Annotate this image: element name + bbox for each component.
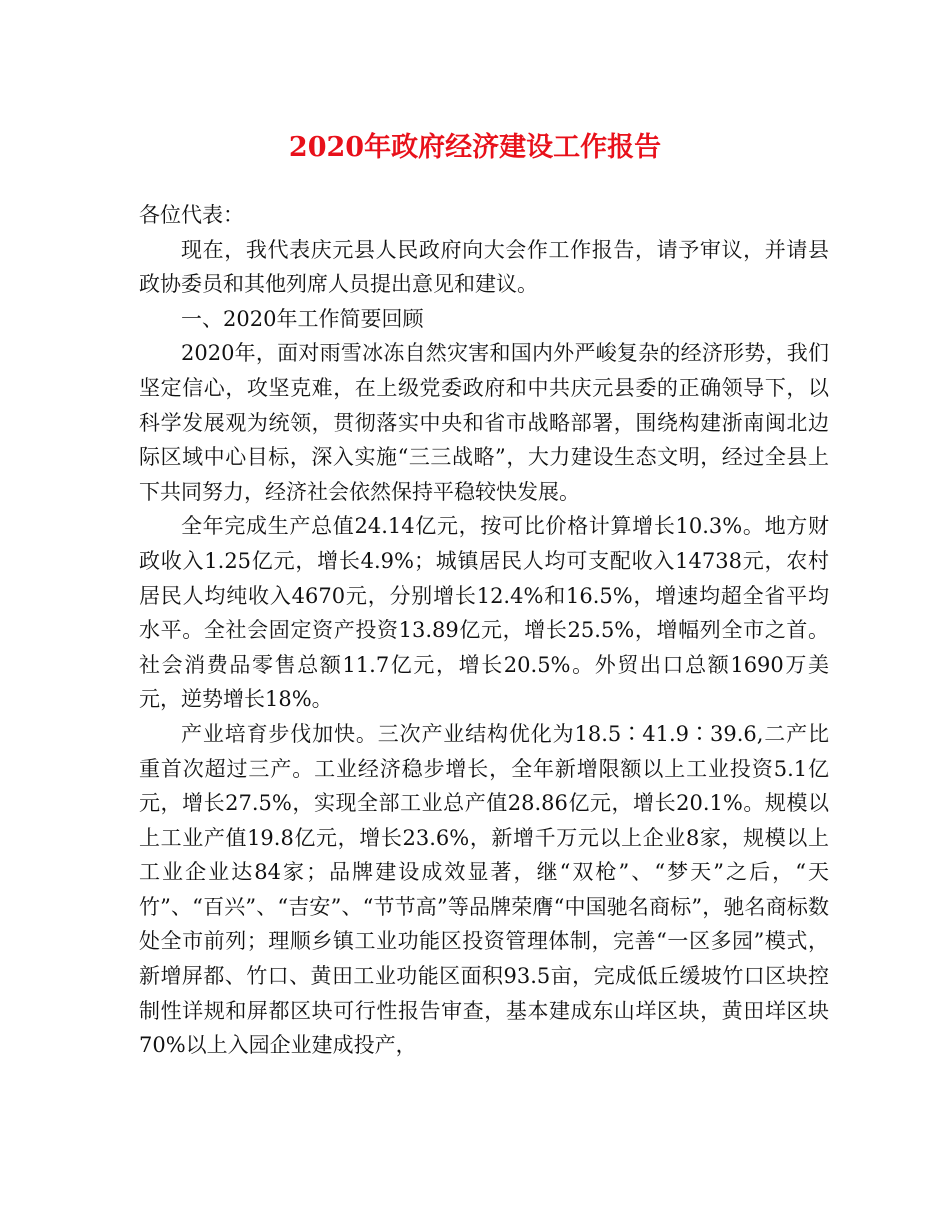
document-body bbox=[139, 198, 829, 1063]
paragraph-industry: 产业培育步伐加快。三次产业结构优化为18.5∶41.9∶39.6,二产比重首次超过三产。工业经济稳步增长，全年新增限额以上工业投资5.1亿元，增长27.5%，实现全部工业总产值28.86亿元，增长20.1%。规模以上工业产值19.8亿元，增长23.6%，新增千万元以上企业8家，规模以上工业企业达84家；品牌建设成效显著，继“双枪”、“梦天”之后，“天竹”、“百兴”、“吉安”、“节节高”等品牌荣膺“中国驰名商标”，驰名商标数处全市前列；理顺乡镇工业功能区投资管理体制，完善“一区多园”模式，新增屏都、竹口、黄田工业功能区面积93.5亩，完成低丘缓坡竹口区块控制性详规和屏都区块可行性报告审查，基本建成东山垟区块，黄田垟区块70%以上入园企业建成投产， bbox=[139, 721, 829, 1058]
paragraph-statistics: 全年完成生产总值24.14亿元，按可比价格计算增长10.3%。地方财政收入1.25亿元，增长4.9%；城镇居民人均可支配收入14738元，农村居民人均纯收入4670元，分别增长12.4%和16.5%，增速均超全省平均水平。全社会固定资产投资13.89亿元，增长25.5%，增幅列全市之首。社会消费品零售总额11.7亿元，增长20.5%。外贸出口总额1690万美元，逆势增长18%。 bbox=[139, 514, 829, 712]
paragraph-intro: 现在，我代表庆元县人民政府向大会作工作报告，请予审议，并请县政协委员和其他列席人员提出意见和建议。 bbox=[139, 237, 829, 297]
paragraph-overview: 2020年，面对雨雪冰冻自然灾害和国内外严峻复杂的经济形势，我们坚定信心，攻坚克难，在上级党委政府和中共庆元县委的正确领导下，以科学发展观为统领，贯彻落实中央和省市战略部署，围绕构建浙南闽北边际区域中心目标，深入实施“三三战略”，大力建设生态文明，经过全县上下共同努力，经济社会依然保持平稳较快发展。 bbox=[139, 341, 829, 504]
salutation: 各位代表： bbox=[139, 203, 244, 227]
document-title: 2020年政府经济建设工作报告 bbox=[288, 132, 662, 163]
section-heading: 一、2020年工作简要回顾 bbox=[181, 306, 424, 331]
